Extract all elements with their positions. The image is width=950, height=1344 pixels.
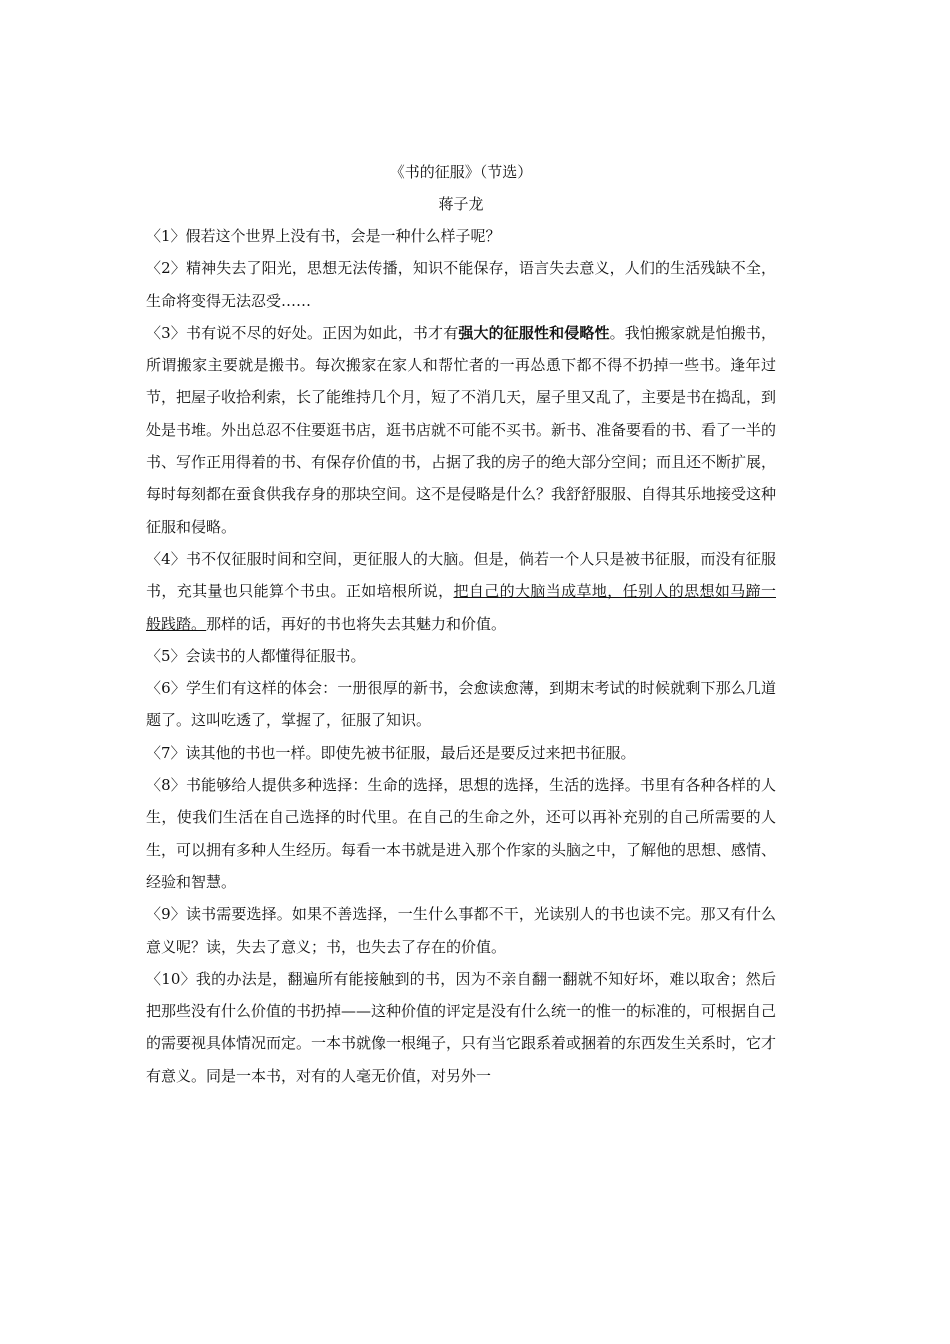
bold-phrase: 强大的征服性和侵略性 [458,323,610,342]
article-body [146,156,776,1092]
underlined-quote: 把自己的大脑当成草地，任别人的思想如马蹄一般践踏。 [146,582,776,633]
paragraph-7: 〈7〉读其他的书也一样。即使先被书征服，最后还是要反过来把书征服。 [146,743,636,762]
paragraph-4 [146,543,776,640]
paragraph-3 [146,317,776,543]
paragraph-4-lead: 〈4〉书不仅征服时间和空间，更征服人的大脑。但是，倘若一个人只是被书征服，而没有征服书，充其量也只能算个书虫。正如培根所说， [146,549,776,601]
paragraph-1: 〈1〉假若这个世界上没有书，会是一种什么样子呢？ [146,227,501,245]
paragraph-10: 〈10〉我的办法是，翻遍所有能接触到的书，因为不亲自翻一翻就不知好坏，难以取舍；然后把那些没有什么价值的书扔掉——这种价值的评定是没有什么统一的惟一的标准的，可根据自己的需要视具体情况而定。一本书就像一根绳子，只有当它跟系着或捆着的东西发生关系时，它才有意义。同是一本书，对有的人毫无价值，对另外一 [146,969,777,1085]
paragraph-2: 〈2〉精神失去了阳光，思想无法传播，知识不能保存，语言失去意义，人们的生活残缺不全，生命将变得无法忍受…… [146,259,776,310]
paragraph-8: 〈8〉书能够给人提供多种选择：生命的选择，思想的选择，生活的选择。书里有各种各样的人生，使我们生活在自己选择的时代里。在自己的生命之外，还可以再补充别的自己所需要的人生，可以拥有多种人生经历。每看一本书就是进入那个作家的头脑之中，了解他的思想、感情、经验和智慧。 [146,776,777,891]
article-author: 蒋子龙 [438,195,484,213]
paragraph-6: 〈6〉学生们有这样的体会：一册很厚的新书，会愈读愈薄，到期末考试的时候就剩下那么几道题了。这叫吃透了，掌握了，征服了知识。 [146,679,776,730]
paragraph-3-rest: 。我怕搬家就是怕搬书，所谓搬家主要就是搬书。每次搬家在家人和帮忙者的一再怂恿下都不得不扔掉一些书。逢年过节，把屋子收拾利索，长了能维持几个月，短了不消几天，屋子里又乱了，主要是书在捣乱，到处是书堆。外出总忍不住要逛书店，逛书店就不可能不买书。新书、准备要看的书、看了一半的书、写作正用得着的书、有保存价值的书，占据了我的房子的绝大部分空间；而且还不断扩展，每时每刻都在蚕食供我存身的那块空间。这不是侵略是什么？我舒舒服服、自得其乐地接受这种征服和侵略。 [146,323,777,536]
paragraph-9: 〈9〉读书需要选择。如果不善选择，一生什么事都不干，光读别人的书也读不完。那又有什么意义呢？读，失去了意义；书，也失去了存在的价值。 [146,905,776,956]
paragraph-3-lead: 〈3〉书有说不尽的好处。正因为如此，书才有 [146,323,459,342]
paragraph-5: 〈5〉会读书的人都懂得征服书。 [146,646,366,665]
paragraph-4-rest: 那样的话，再好的书也将失去其魅力和价值。 [206,614,507,633]
article-title: 《书的征服》（节选） [389,163,533,181]
